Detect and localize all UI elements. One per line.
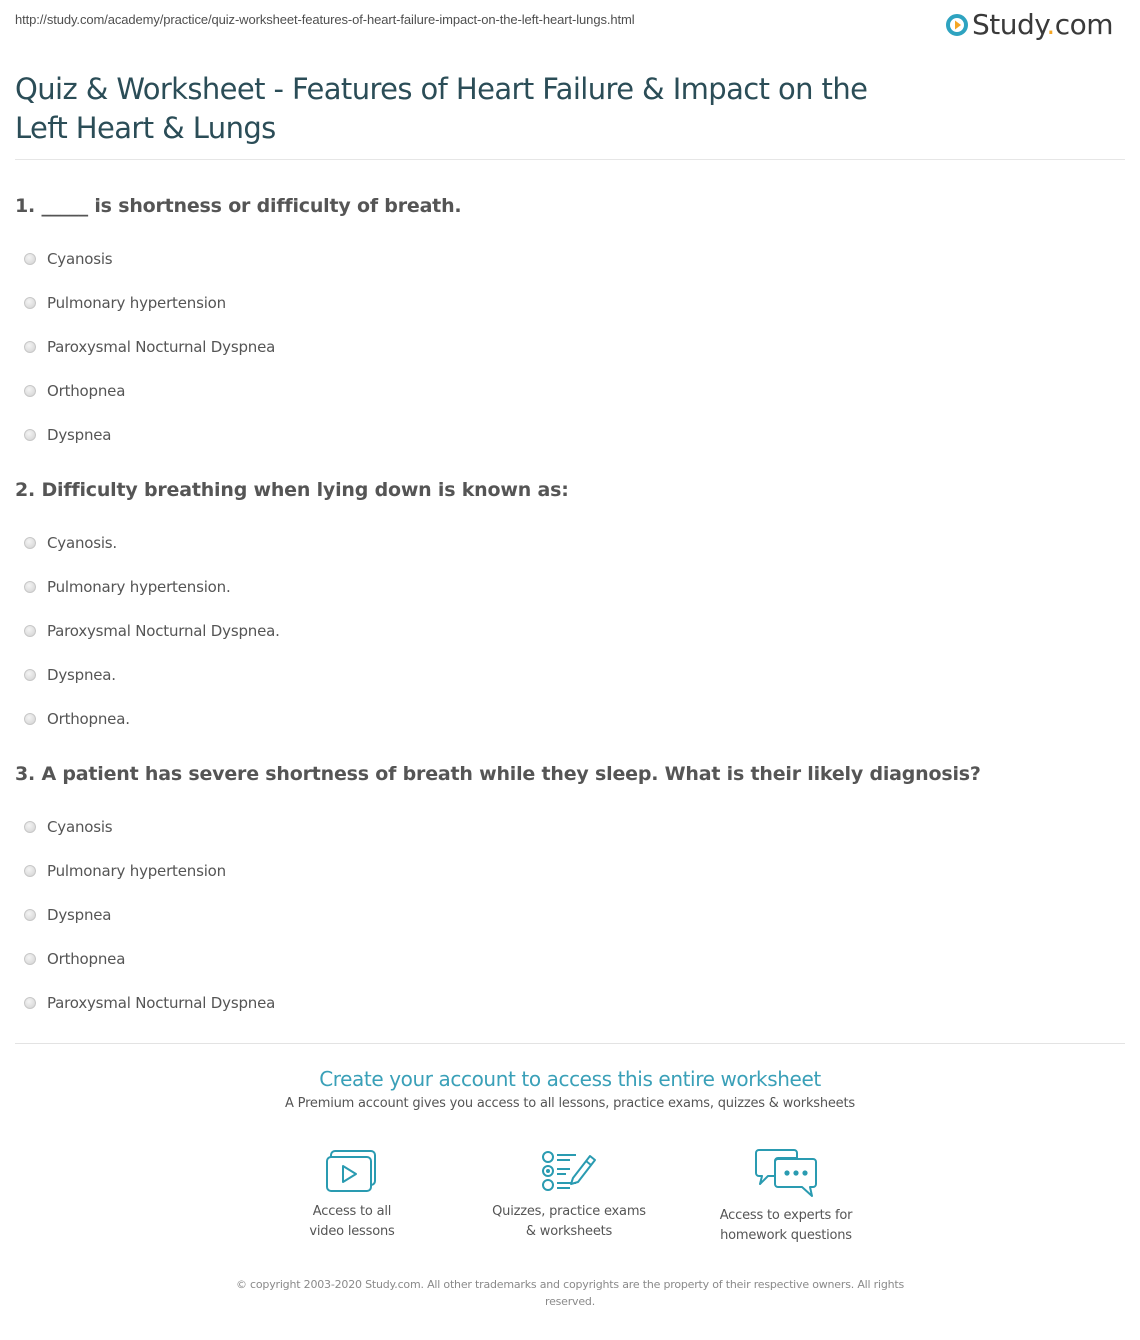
answer-option[interactable] xyxy=(15,325,1125,369)
option-label: Paroxysmal Nocturnal Dyspnea xyxy=(47,338,276,356)
answer-option[interactable] xyxy=(15,653,1125,697)
answer-option[interactable] xyxy=(15,697,1125,741)
page-title: Quiz & Worksheet - Features of Heart Failure & Impact on the Left Heart & Lungs xyxy=(15,72,868,145)
radio-button[interactable] xyxy=(24,997,36,1009)
option-label: Orthopnea. xyxy=(47,710,130,728)
question-2 xyxy=(15,477,1125,741)
feature-label: Access to experts for homework questions xyxy=(719,1208,853,1243)
chat-bubbles-icon xyxy=(686,1148,886,1198)
option-label: Dyspnea. xyxy=(47,666,116,684)
option-label: Cyanosis. xyxy=(47,534,117,552)
answer-options xyxy=(15,805,1125,1025)
section-divider xyxy=(15,1043,1125,1044)
study-logo[interactable] xyxy=(945,9,1113,41)
option-label: Cyanosis xyxy=(47,818,113,836)
title-divider xyxy=(15,159,1125,160)
copyright-notice: © copyright 2003-2020 Study.com. All other trademarks and copyrights are the property of their respective owners. All rights reserved. xyxy=(235,1278,905,1308)
option-label: Orthopnea xyxy=(47,382,126,400)
radio-button[interactable] xyxy=(24,669,36,681)
answer-option[interactable] xyxy=(15,981,1125,1025)
option-label: Pulmonary hypertension xyxy=(47,862,226,880)
feature-video-lessons xyxy=(252,1148,452,1242)
option-label: Dyspnea xyxy=(47,906,112,924)
answer-option[interactable] xyxy=(15,369,1125,413)
option-label: Orthopnea xyxy=(47,950,126,968)
radio-button[interactable] xyxy=(24,537,36,549)
cta-title-link[interactable]: Create your account to access this entire worksheet xyxy=(319,1067,821,1091)
answer-option[interactable] xyxy=(15,849,1125,893)
play-logo-icon xyxy=(945,13,969,37)
option-label: Pulmonary hypertension xyxy=(47,294,226,312)
answer-option[interactable] xyxy=(15,937,1125,981)
feature-experts xyxy=(686,1148,886,1246)
radio-button[interactable] xyxy=(24,581,36,593)
option-label: Dyspnea xyxy=(47,426,112,444)
answer-option[interactable] xyxy=(15,893,1125,937)
radio-button[interactable] xyxy=(24,385,36,397)
radio-button[interactable] xyxy=(24,909,36,921)
radio-button[interactable] xyxy=(24,297,36,309)
video-lessons-icon xyxy=(252,1148,452,1194)
answer-option[interactable] xyxy=(15,565,1125,609)
option-label: Cyanosis xyxy=(47,250,113,268)
answer-option[interactable] xyxy=(15,237,1125,281)
radio-button[interactable] xyxy=(24,821,36,833)
question-3 xyxy=(15,761,1125,1025)
quiz-checklist-icon xyxy=(469,1148,669,1194)
question-text: 2. Difficulty breathing when lying down is known as: xyxy=(15,479,569,501)
option-label: Paroxysmal Nocturnal Dyspnea. xyxy=(47,622,280,640)
radio-button[interactable] xyxy=(24,429,36,441)
option-label: Paroxysmal Nocturnal Dyspnea xyxy=(47,994,276,1012)
page-url: http://study.com/academy/practice/quiz-worksheet-features-of-heart-failure-impact-on-the-left-heart-lungs.html xyxy=(15,12,635,27)
radio-button[interactable] xyxy=(24,625,36,637)
answer-option[interactable] xyxy=(15,413,1125,457)
answer-option[interactable] xyxy=(15,281,1125,325)
radio-button[interactable] xyxy=(24,253,36,265)
cta-subtitle: A Premium account gives you access to all lessons, practice exams, quizzes & worksheets xyxy=(285,1096,855,1111)
question-text: 1. _____ is shortness or difficulty of breath. xyxy=(15,195,462,217)
answer-option[interactable] xyxy=(15,805,1125,849)
logo-wordmark: Study.com xyxy=(972,8,1114,41)
radio-button[interactable] xyxy=(24,713,36,725)
radio-button[interactable] xyxy=(24,953,36,965)
option-label: Pulmonary hypertension. xyxy=(47,578,231,596)
question-1 xyxy=(15,193,1125,457)
answer-option[interactable] xyxy=(15,609,1125,653)
question-text: 3. A patient has severe shortness of breath while they sleep. What is their likely diagnosis? xyxy=(15,763,981,785)
feature-label: Quizzes, practice exams & worksheets xyxy=(492,1204,646,1239)
answer-option[interactable] xyxy=(15,521,1125,565)
radio-button[interactable] xyxy=(24,341,36,353)
feature-quizzes xyxy=(469,1148,669,1242)
premium-cta xyxy=(0,1066,1140,1111)
answer-options xyxy=(15,521,1125,741)
feature-label: Access to all video lessons xyxy=(309,1204,395,1239)
radio-button[interactable] xyxy=(24,865,36,877)
answer-options xyxy=(15,237,1125,457)
